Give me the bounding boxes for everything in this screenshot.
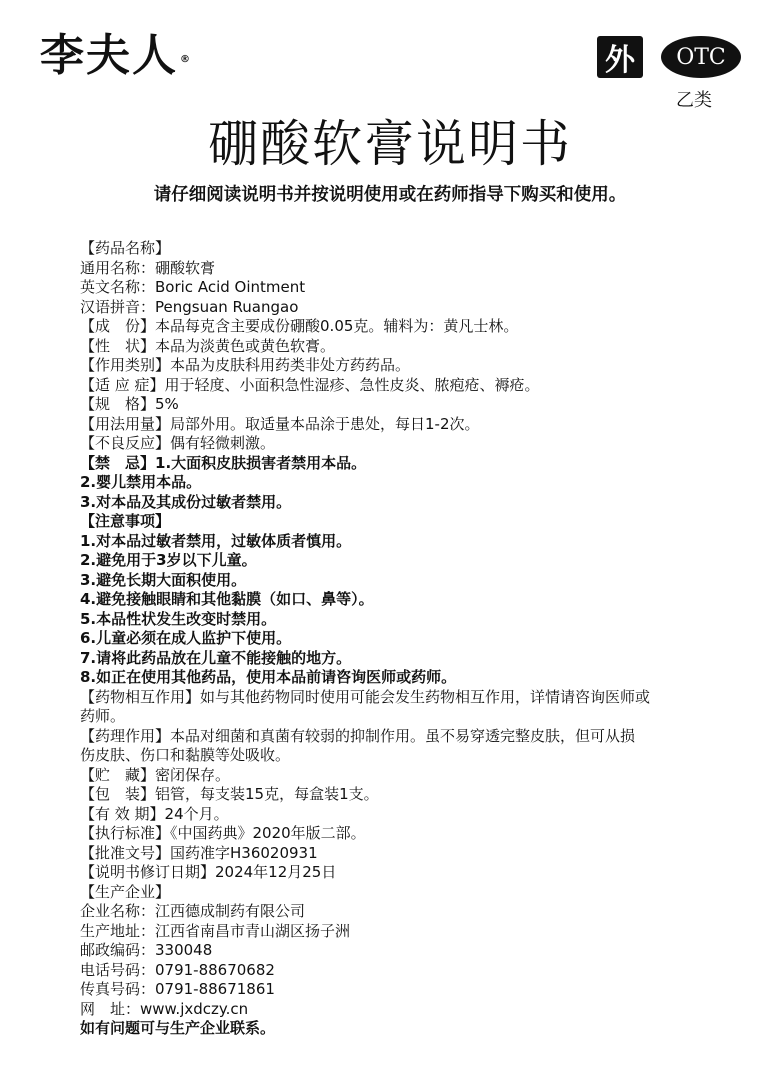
- text-line: 【禁 忌】1.大面积皮肤损害者禁用本品。: [80, 453, 367, 472]
- text-line: 【规 格】5%: [80, 395, 179, 413]
- text-line: 【适 应 症】用于轻度、小面积急性湿疹、急性皮炎、脓疱疮、褥疮。: [80, 375, 540, 394]
- text-line: 3.对本品及其成份过敏者禁用。: [80, 492, 292, 511]
- text-line: 企业名称：江西德成制药有限公司: [80, 902, 306, 920]
- text-line: 8.如正在使用其他药品，使用本品前请咨询医师或药师。: [80, 668, 457, 686]
- text-line: 通用名称：硼酸软膏: [80, 258, 216, 277]
- text-line: 如有问题可与生产企业联系。: [80, 1019, 276, 1037]
- text-line: 【有 效 期】24个月。: [80, 804, 229, 823]
- text-line: 【贮 藏】密闭保存。: [80, 765, 231, 784]
- text-line: 【不良反应】偶有轻微刺激。: [80, 434, 276, 452]
- text-line: 【说明书修订日期】2024年12月25日: [80, 863, 337, 881]
- text-line: 2.避免用于3岁以下儿童。: [80, 551, 257, 569]
- leaflet-body: [80, 239, 690, 1039]
- text-line: 邮政编码：330048: [80, 941, 213, 959]
- text-line: 【用法用量】局部外用。取适量本品涂于患处，每日1-2次。: [80, 414, 480, 433]
- text-line: 3.避免长期大面积使用。: [80, 570, 247, 589]
- otc-class-label: 乙类: [676, 90, 712, 111]
- text-line: 【药理作用】本品对细菌和真菌有较弱的抑制作用。虽不易穿透完整皮肤，但可从损: [80, 726, 636, 745]
- external-use-badge: 外: [597, 36, 643, 78]
- text-line: 生产地址：江西省南昌市青山湖区扬子洲: [80, 921, 351, 940]
- text-line: 英文名称：Boric Acid Ointment: [80, 278, 306, 296]
- otc-badge: OTC: [661, 36, 741, 78]
- text-line: 【药品名称】: [80, 239, 171, 257]
- text-line: 【性 状】本品为淡黄色或黄色软膏。: [80, 336, 336, 355]
- brand-logo: [40, 30, 192, 82]
- text-line: 网 址：www.jxdczy.cn: [80, 999, 249, 1018]
- text-line: 4.避免接触眼睛和其他黏膜（如口、鼻等）。: [80, 590, 374, 608]
- text-line: 伤皮肤、伤口和黏膜等处吸收。: [80, 746, 291, 764]
- text-line: 2.婴儿禁用本品。: [80, 473, 202, 491]
- brand-name: 李夫人: [40, 30, 178, 81]
- text-line: 传真号码：0791-88671861: [80, 980, 275, 998]
- text-line: 【药物相互作用】如与其他药物同时使用可能会发生药物相互作用，详情请咨询医师或: [80, 687, 651, 706]
- document-subtitle: 请仔细阅读说明书并按说明使用或在药师指导下购买和使用。: [153, 185, 627, 205]
- text-line: 5.本品性状发生改变时禁用。: [80, 609, 277, 628]
- text-line: 7.请将此药品放在儿童不能接触的地方。: [80, 648, 352, 667]
- text-line: 药师。: [80, 707, 126, 725]
- registered-mark: ®: [180, 54, 192, 65]
- text-line: 【批准文号】国药准字H36020931: [80, 843, 318, 862]
- text-line: 电话号码：0791-88670682: [80, 960, 275, 979]
- text-line: 【包 装】铝管，每支装15克，每盒装1支。: [80, 785, 379, 803]
- text-line: 【作用类别】本品为皮肤科用药类非处方药药品。: [80, 356, 411, 374]
- text-line: 6.儿童必须在成人监护下使用。: [80, 629, 292, 647]
- text-line: 【成 份】本品每克含主要成份硼酸0.05克。辅料为：黄凡士林。: [80, 317, 519, 335]
- text-line: 【注意事项】: [80, 512, 171, 530]
- text-line: 【执行标准】《中国药典》2020年版二部。: [80, 824, 366, 842]
- document-title: 硼酸软膏说明书: [208, 115, 572, 173]
- text-line: 【生产企业】: [80, 882, 171, 901]
- text-line: 汉语拼音：Pengsuan Ruangao: [80, 297, 299, 316]
- text-line: 1.对本品过敏者禁用，过敏体质者慎用。: [80, 531, 352, 550]
